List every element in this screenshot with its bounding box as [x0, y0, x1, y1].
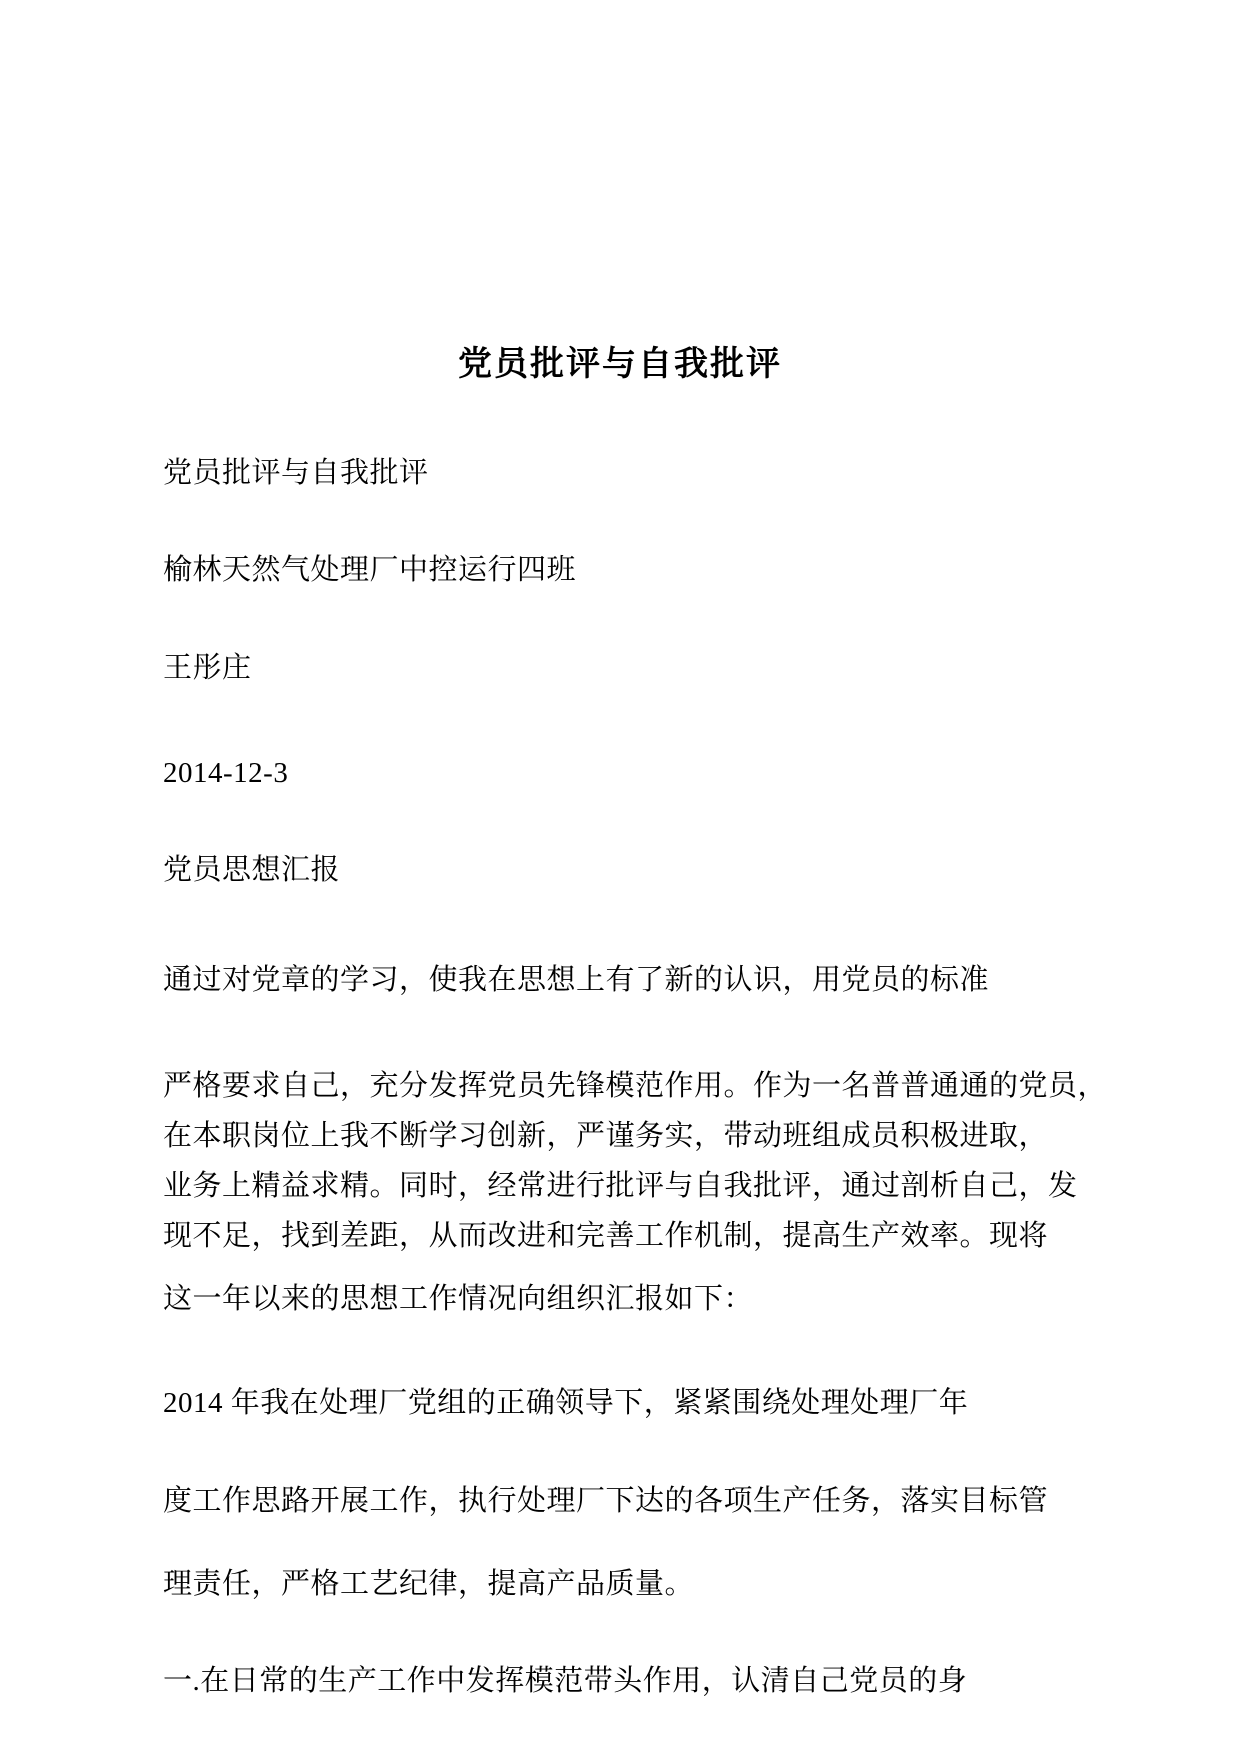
- date-line: 2014-12-3: [163, 757, 289, 789]
- body-line: 严格要求自己，充分发挥党员先锋模范作用。作为一名普普通通的党员，: [163, 1070, 1108, 1102]
- body-line: 度工作思路开展工作，执行处理厂下达的各项生产任务，落实目标管: [163, 1485, 1049, 1517]
- body-line: 2014 年我在处理厂党组的正确领导下，紧紧围绕处理处理厂年: [163, 1387, 969, 1419]
- subtitle-line: 党员批评与自我批评: [163, 457, 429, 489]
- body-line: 在本职岗位上我不断学习创新，严谨务实，带动班组成员积极进取，: [163, 1120, 1049, 1152]
- body-line: 理责任，严格工艺纪律，提高产品质量。: [163, 1568, 695, 1600]
- document-title: 党员批评与自我批评: [458, 346, 782, 383]
- body-line: 现不足，找到差距，从而改进和完善工作机制，提高生产效率。现将: [163, 1220, 1049, 1252]
- body-line: 通过对党章的学习，使我在思想上有了新的认识，用党员的标准: [163, 964, 990, 996]
- body-line: 业务上精益求精。同时，经常进行批评与自我批评，通过剖析自己，发: [163, 1170, 1078, 1202]
- work-unit-line: 榆林天然气处理厂中控运行四班: [163, 554, 577, 586]
- report-type-line: 党员思想汇报: [163, 854, 341, 886]
- author-line: 王彤庄: [163, 652, 252, 684]
- body-line: 一.在日常的生产工作中发挥模范带头作用，认清自己党员的身: [163, 1665, 968, 1697]
- body-line: 这一年以来的思想工作情况向组织汇报如下：: [163, 1283, 754, 1315]
